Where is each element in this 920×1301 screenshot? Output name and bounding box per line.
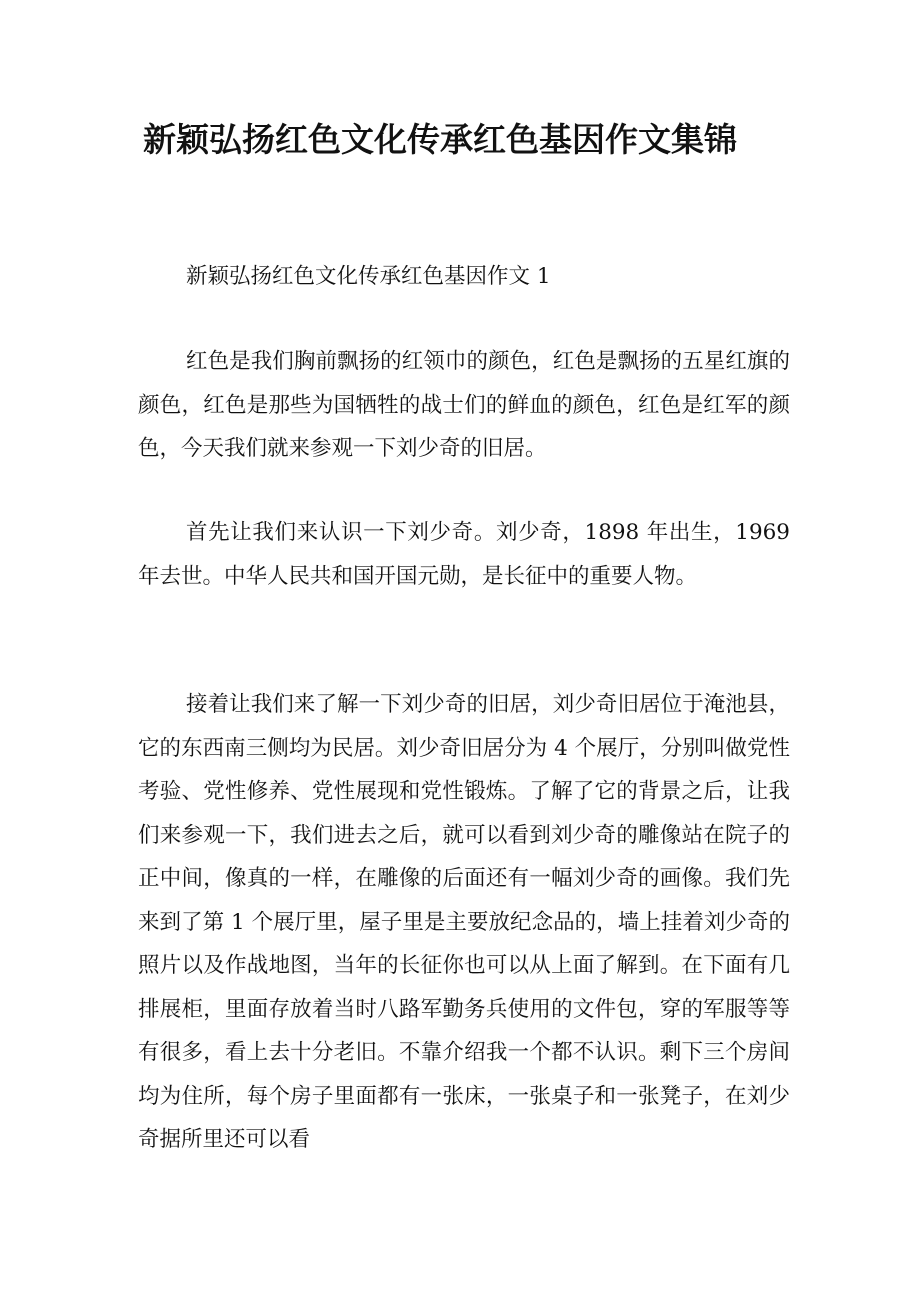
paragraph-1: 红色是我们胸前飘扬的红领巾的颜色，红色是飘扬的五星红旗的颜色，红色是那些为国牺牲的战士们的鲜血的颜色，红色是红军的颜色，今天我们就来参观一下刘少奇的旧居。: [138, 349, 790, 461]
paragraph-2: 首先让我们来认识一下刘少奇。刘少奇，1898 年出生，1969 年去世。中华人民共和国开国元勋，是长征中的重要人物。: [138, 520, 790, 589]
essay-subtitle: 新颖弘扬红色文化传承红色基因作文 1: [186, 264, 551, 289]
paragraph-3: 接着让我们来了解一下刘少奇的旧居，刘少奇旧居位于淹池县，它的东西南三侧均为民居。刘少奇旧居分为 4 个展厅，分别叫做党性考验、党性修养、党性展现和党性锻炼。了解了它的背景之后，让我们来参观一下，我们进去之后，就可以看到刘少奇的雕像站在院子的正中间，像真的一样，在雕像的后面还有一幅刘少奇的画像。我们先来到了第 1 个展厅里，屋子里是主要放纪念品的，墙上挂着刘少奇的照片以及作战地图，当年的长征你也可以从上面了解到。在下面有几排展柜，里面存放着当时八路军勤务兵使用的文件包，穿的军服等等有很多，看上去十分老旧。不靠介绍我一个都不认识。剩下三个房间均为住所，每个房子里面都有一张床，一张桌子和一张凳子，在刘少奇据所里还可以看: [138, 692, 790, 1152]
document-title: 新颖弘扬红色文化传承红色基因作文集锦: [143, 120, 737, 159]
